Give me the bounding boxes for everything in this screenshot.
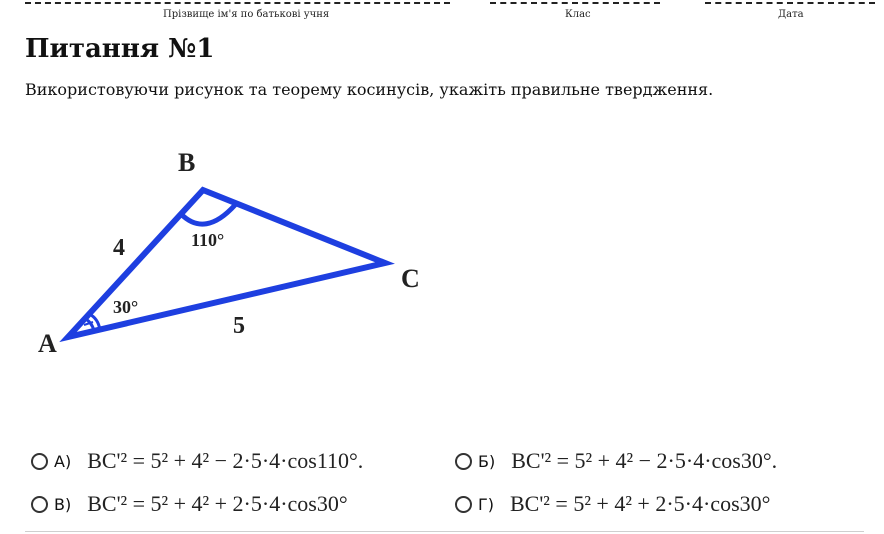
option-b[interactable]	[455, 446, 777, 476]
vertex-a-label: A	[38, 329, 57, 358]
angle-a-label: 30°	[113, 297, 139, 317]
option-v-formula: BC'² = 5² + 4² + 2·5·4·cos30°	[87, 491, 348, 516]
option-g-letter: Г)	[478, 494, 494, 514]
option-g-radio[interactable]	[455, 496, 472, 513]
option-b-letter: Б)	[478, 451, 496, 471]
option-g[interactable]	[455, 489, 770, 519]
class-label: Клас	[565, 9, 591, 20]
option-a-formula: BC'² = 5² + 4² − 2·5·4·cos110°.	[87, 448, 364, 473]
option-v[interactable]	[31, 489, 348, 519]
vertex-b-label: B	[178, 148, 196, 177]
option-g-formula: BC'² = 5² + 4² + 2·5·4·cos30°	[510, 491, 771, 516]
side-ab-label: 4	[113, 235, 125, 261]
question-text: Використовуючи рисунок та теорему косинусів, укажіть правильне твердження.	[25, 80, 714, 99]
bottom-divider	[25, 531, 864, 532]
option-b-formula: BC'² = 5² + 4² − 2·5·4·cos30°.	[511, 448, 778, 473]
option-a[interactable]	[31, 446, 363, 476]
option-v-radio[interactable]	[31, 496, 48, 513]
date-label: Дата	[778, 9, 804, 20]
option-b-radio[interactable]	[455, 453, 472, 470]
vertex-c-label: C	[401, 264, 420, 293]
option-a-letter: А)	[54, 451, 72, 471]
option-v-letter: В)	[54, 494, 72, 514]
question-title: Питання №1	[25, 34, 215, 64]
angle-b-label: 110°	[191, 230, 225, 250]
student-name-label: Прізвище ім'я по батькові учня	[163, 9, 330, 20]
option-a-radio[interactable]	[31, 453, 48, 470]
side-ac-label: 5	[233, 313, 245, 339]
